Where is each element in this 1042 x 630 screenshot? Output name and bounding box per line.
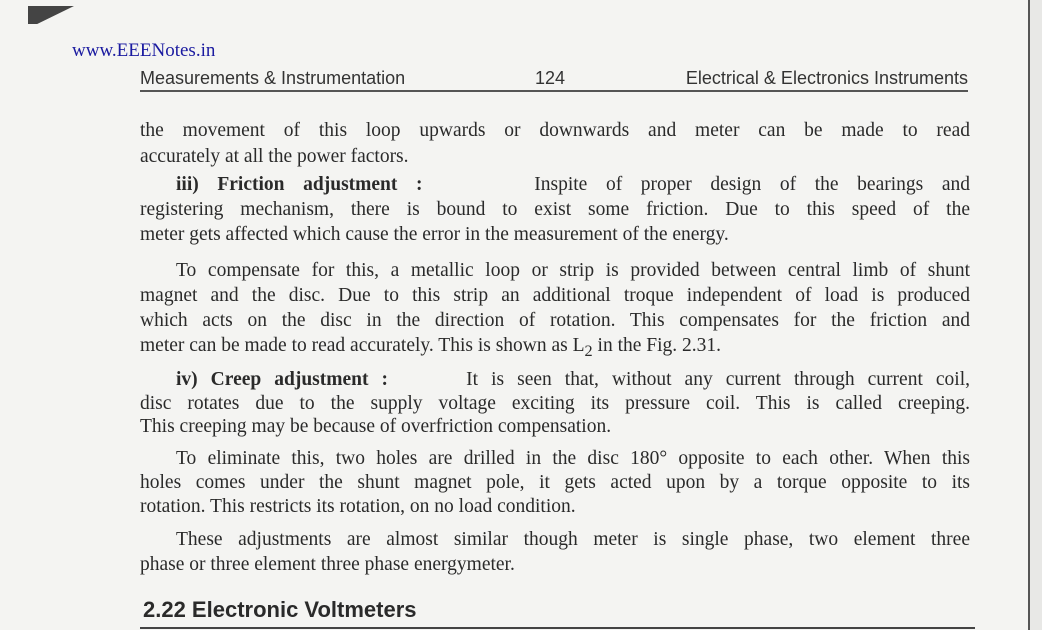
text-line: These adjustments are almost similar though meter is single phase, two element three (176, 529, 970, 550)
running-header (140, 66, 968, 92)
text-line: To compensate for this, a metallic loop or strip is provided between central limb of shunt (176, 260, 970, 281)
watermark-link[interactable]: www.EEENotes.in (72, 40, 216, 61)
text-span: Inspite of proper design of the bearings and (534, 174, 971, 195)
text-line: phase or three element three phase energymeter. (140, 554, 515, 575)
header-book-title: Measurements & Instrumentation (140, 68, 406, 88)
text-line (140, 369, 970, 391)
text-line: holes comes under the shunt magnet pole, it gets acted upon by a torque opposite to its (140, 472, 970, 493)
text-line: which acts on the disc in the direction of rotation. This compensates for the friction and (140, 310, 970, 331)
text-line (140, 335, 970, 361)
text-line: magnet and the disc. Due to this strip an additional troque independent of load is produced (140, 285, 970, 306)
heading-rule (140, 627, 975, 629)
section-heading: 2.22 Electronic Voltmeters (143, 597, 417, 622)
text-line: To eliminate this, two holes are drilled in the disc 180° opposite to each other. When this (176, 448, 970, 469)
subscript: 2 (584, 341, 593, 360)
scan-corner-mark (28, 6, 74, 24)
text-span: It is seen that, without any current through current coil, (466, 369, 971, 390)
text-line: meter gets affected which cause the error in the measurement of the energy. (140, 224, 729, 245)
text-line: rotation. This restricts its rotation, on no load condition. (140, 496, 576, 517)
text-line: accurately at all the power factors. (140, 146, 409, 167)
text-line: disc rotates due to the supply voltage exciting its pressure coil. This is called creeping. (140, 393, 970, 414)
text-line (140, 174, 970, 196)
text-span: meter can be made to read accurately. This is shown as L (140, 335, 585, 356)
page-edge (1028, 0, 1042, 630)
page-number: 124 (535, 68, 566, 88)
subheading-friction: iii) Friction adjustment : (176, 174, 423, 195)
text-line: the movement of this loop upwards or downwards and meter can be made to read (140, 120, 970, 141)
text-span: in the Fig. 2.31. (592, 335, 722, 356)
subheading-creep: iv) Creep adjustment : (176, 369, 389, 390)
header-chapter-title: Electrical & Electronics Instruments (685, 68, 968, 88)
text-line: This creeping may be because of overfriction compensation. (140, 416, 612, 437)
text-line: registering mechanism, there is bound to exist some friction. Due to this speed of the (140, 199, 970, 220)
